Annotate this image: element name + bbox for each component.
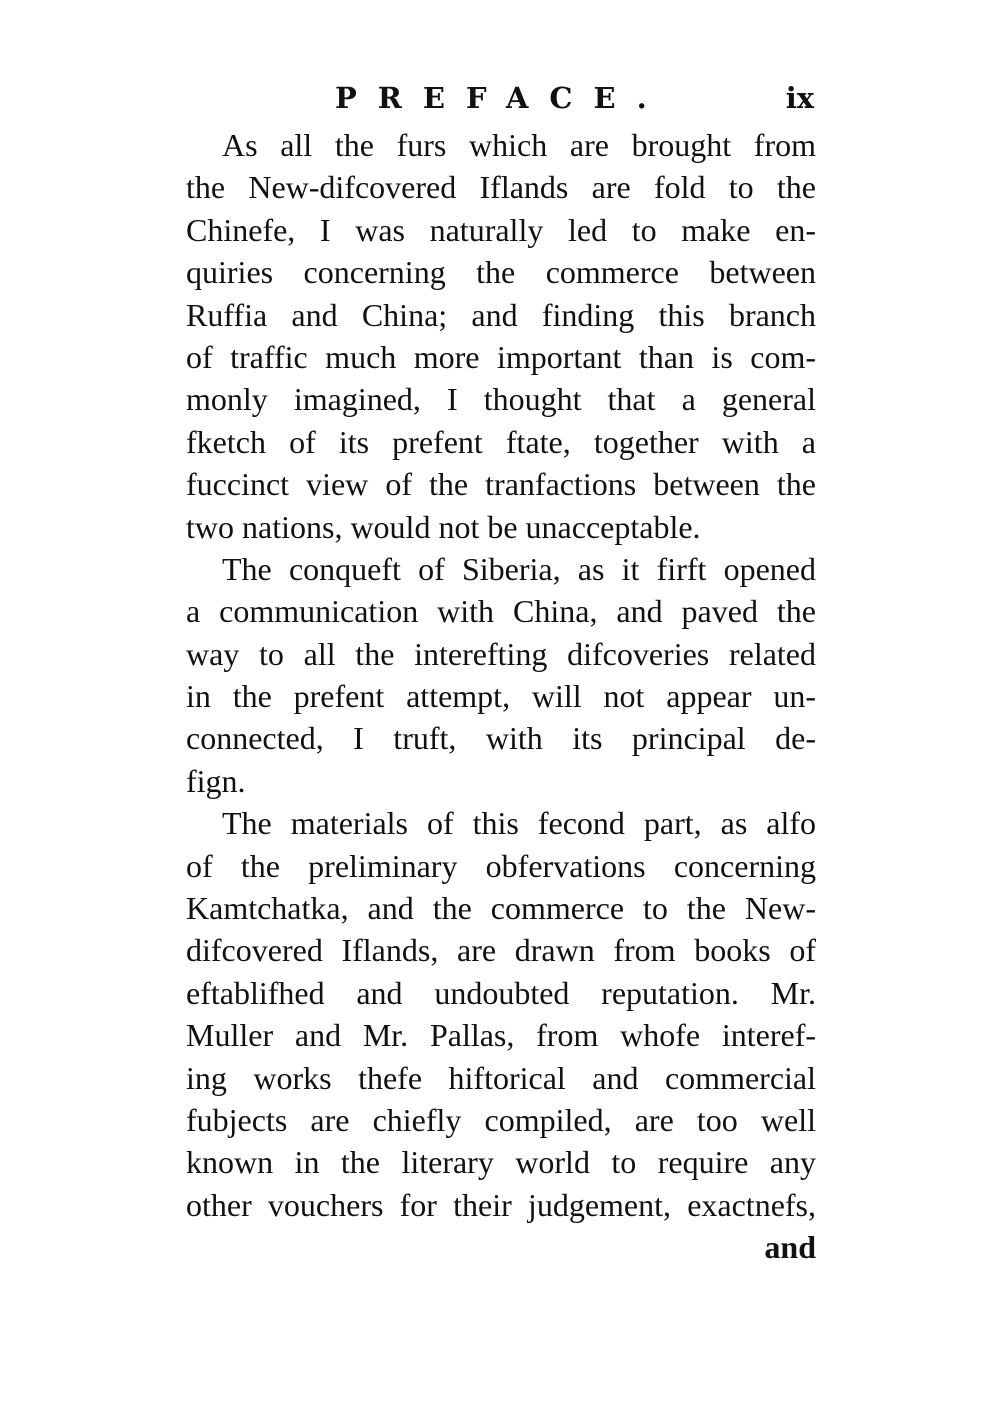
running-head: PREFACE. (335, 81, 668, 115)
text-line: a communication with China, and paved the (186, 593, 816, 630)
text-line: ing works thefe hiftorical and commercial (186, 1059, 816, 1096)
text-line: connected, I truft, with its principal de- (186, 720, 816, 757)
text-line: quiries concerning the commerce between (186, 254, 816, 291)
text-line: way to all the interefting difcoveries related (186, 635, 816, 672)
text-line: fign. (186, 762, 246, 799)
text-line: Ruffia and China; and finding this branch (186, 296, 816, 333)
text-line: fketch of its prefent ftate, together with a (186, 423, 816, 460)
text-line: Kamtchatka, and the commerce to the New- (186, 890, 816, 927)
text-line: the New-difcovered Iflands are fold to the (186, 169, 816, 206)
text-line: of traffic much more important than is com- (186, 338, 816, 375)
text-line: two nations, would not be unacceptable. (186, 508, 701, 545)
text-line: Chinefe, I was naturally led to make en- (186, 211, 816, 248)
text-line: fubjects are chiefly compiled, are too well (186, 1101, 816, 1138)
text-line: monly imagined, I thought that a general (186, 381, 816, 418)
text-line: Muller and Mr. Pallas, from whofe interef- (186, 1017, 816, 1054)
text-line: in the prefent attempt, will not appear un- (186, 678, 816, 715)
text-line: The materials of this fecond part, as alfo (222, 805, 816, 842)
page-number: ix (785, 81, 814, 115)
text-line: As all the furs which are brought from (222, 127, 816, 163)
text-line: known in the literary world to require any (186, 1144, 816, 1181)
text-line: fuccinct view of the tranfactions between the (186, 466, 816, 503)
text-line: difcovered Iflands, are drawn from books of (186, 932, 816, 969)
text-line: other vouchers for their judgement, exactnefs, (186, 1186, 816, 1223)
body-text (186, 124, 816, 1269)
catchword: and (764, 1229, 816, 1266)
text-line: eftablifhed and undoubted reputation. Mr. (186, 974, 816, 1011)
text-line: The conqueft of Siberia, as it firft opened (222, 550, 816, 587)
page-header (180, 78, 820, 118)
text-line: of the preliminary obfervations concerning (186, 847, 816, 884)
